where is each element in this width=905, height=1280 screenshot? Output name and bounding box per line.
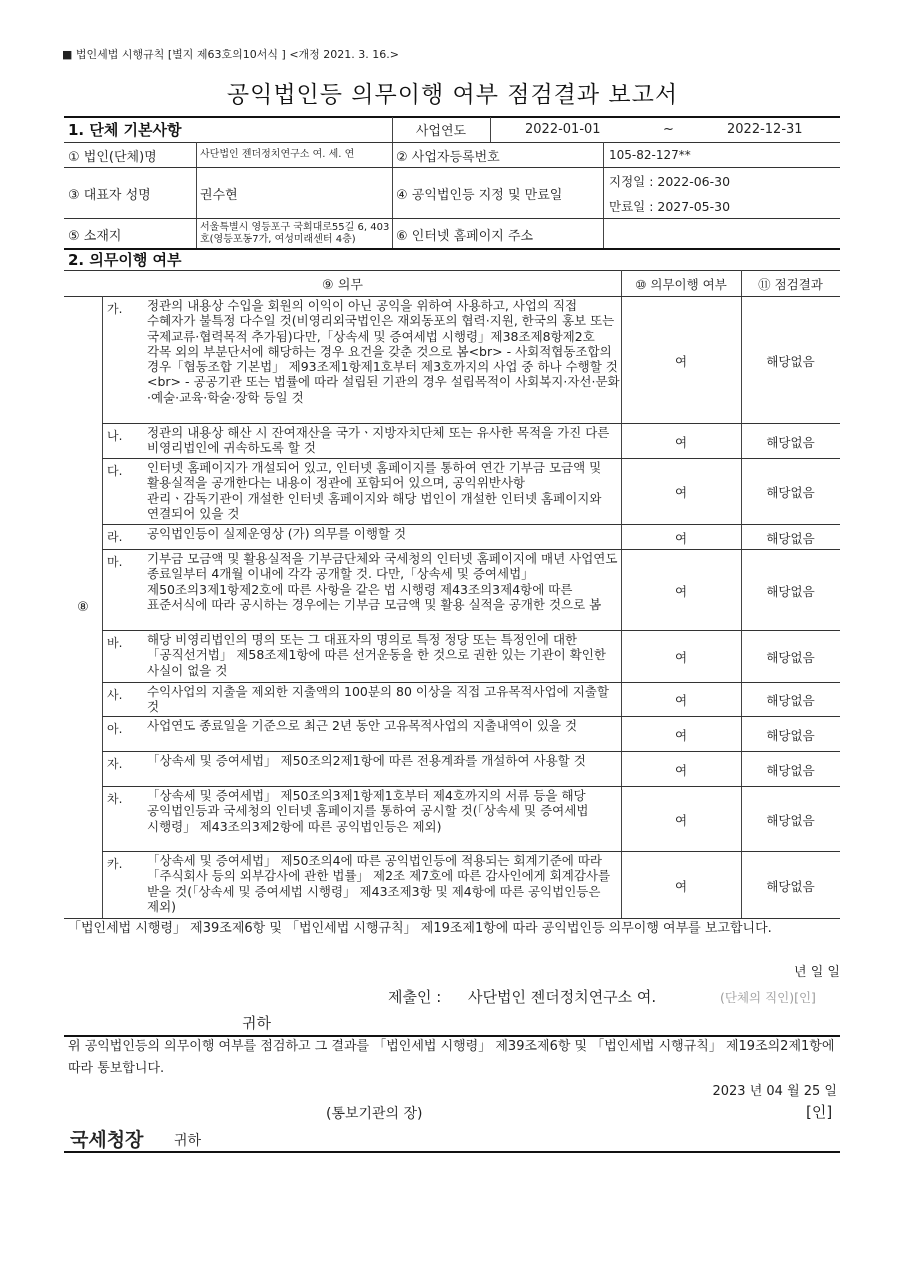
corp-name-value: 사단법인 젠더정치연구소 여. 세. 연 xyxy=(200,149,355,160)
section1-title: 1. 단체 기본사항 xyxy=(68,121,182,139)
duty-row-mark: 아. xyxy=(107,722,123,736)
row-divider xyxy=(102,423,840,424)
duty-row-result: 해당없음 xyxy=(766,812,815,828)
duty-row-result: 해당없음 xyxy=(766,485,815,500)
col-duty-header: ⑨ 의무 xyxy=(322,278,363,293)
duty-row-result: 해당없음 xyxy=(766,762,815,778)
duty-row-perform: 여 xyxy=(674,762,688,778)
duty-row-result: 해당없음 xyxy=(766,583,815,599)
duty-row-perform: 여 xyxy=(674,530,688,546)
duty-row-perform: 여 xyxy=(674,485,688,500)
duty-row-result: 해당없음 xyxy=(766,693,815,708)
homepage-label: ⑥ 인터넷 홈페이지 주소 xyxy=(396,228,534,244)
corp-name-label: ① 법인(단체)명 xyxy=(68,149,157,165)
submitter-name: 사단법인 젠더정치연구소 여. xyxy=(468,988,657,1006)
row-divider xyxy=(102,630,840,631)
duty-row-perform: 여 xyxy=(674,878,688,894)
duty-row-text: 인터넷 홈페이지가 개설되어 있고, 인터넷 홈페이지를 통하여 연간 기부금 모금액 및 활용실적을 공개한다는 내용이 정관에 포함되어 있으며, 공익위반사항 관리ㆍ감독기관이 개설한 인터넷 홈페이지와 해당 법인이 개설한 인터넷 홈페이지와 연결되어 있을 것 xyxy=(147,460,602,521)
row-divider xyxy=(102,524,840,525)
duty-row-mark: 라. xyxy=(107,530,123,544)
duty-row-result: 해당없음 xyxy=(766,353,815,369)
to-suffix: 귀하 xyxy=(242,1014,271,1032)
submitter-label: 제출인 : xyxy=(388,988,442,1006)
row-divider xyxy=(102,716,840,717)
biz-no-value: 105-82-127** xyxy=(609,148,691,162)
address-value: 서울특별시 영등포구 국회대로55길 6, 403호(영등포동7가, 여성미래센터 4층) xyxy=(200,222,390,245)
duty-row-text: 정관의 내용상 해산 시 잔여재산을 국가ㆍ지방자치단체 또는 유사한 목적을 가진 다른 비영리법인에 귀속하도록 할 것 xyxy=(147,425,610,456)
duty-row-text: 수익사업의 지출을 제외한 지출액의 100분의 80 이상을 직접 고유목적사업에 지출할 것 xyxy=(147,684,609,715)
agency-seal-label: (통보기관의 장) xyxy=(326,1106,423,1122)
business-year-tilde: ~ xyxy=(663,122,674,137)
duty-row-text: 「상속세 및 증여세법」 제50조의4에 따른 공익법인등에 적용되는 회계기준에 따라 「주식회사 등의 외부감사에 관한 법률」 제2조 제7호에 따른 감사인에게 회계감사를 받을 것(「상속세 및 증여세법 시행령」 제43조제3항 및 제4항에 따른 공익법인등은 제외) xyxy=(147,853,611,914)
duty-row-perform: 여 xyxy=(674,583,688,599)
duty-group-label: ⑧ xyxy=(77,599,89,615)
row-divider xyxy=(102,682,840,683)
page-title: 공익법인등 의무이행 여부 점검결과 보고서 xyxy=(226,82,679,108)
duty-row-text: 「상속세 및 증여세법」 제50조의2제1항에 따른 전용계좌를 개설하여 사용할 것 xyxy=(147,753,586,768)
duty-row-perform: 여 xyxy=(674,727,688,743)
notice-date: 2023 년 04 월 25 일 xyxy=(712,1084,837,1099)
section2-title: 2. 의무이행 여부 xyxy=(68,251,182,269)
row-divider xyxy=(102,851,840,852)
duty-row-text: 정관의 내용상 수입을 회원의 이익이 아닌 공익을 위하여 사용하고, 사업의 직접 수혜자가 불특정 다수일 것(비영리외국법인은 재외동포의 협력·지원, 한국의 홍보 또는 국제교류·협력목적 추가됨)다만,「상속세 및 증여세법 시행령」제38조제8항제2호 각목 외의 부분단서에 해당하는 경우 요건을 갖춘 것으로 봄<br> - 사회적협동조합의 경우「협동조합 기본법」 제93조제1항제1호부터 제3호까지의 사업 중 하나 수행할 것<br> - 공공기관 또는 법률에 따라 설립된 기관의 경우 설립목적이 사회복지·자선·문화·예술·교육·학술·장학 등일 것 xyxy=(147,298,620,405)
duty-row-perform: 여 xyxy=(674,434,688,450)
duty-row-mark: 바. xyxy=(107,636,123,650)
duty-row-result: 해당없음 xyxy=(766,434,815,450)
form-number: ■ 법인세법 시행규칙 [별지 제63호의10서식 ] <개정 2021. 3. 16.> xyxy=(62,48,399,61)
representative-label: ③ 대표자 성명 xyxy=(68,187,151,203)
seal-mark: [인] xyxy=(806,1103,833,1121)
duty-row-mark: 자. xyxy=(107,757,123,771)
duty-row-result: 해당없음 xyxy=(766,650,815,665)
duty-row-perform: 여 xyxy=(674,353,688,369)
duty-row-mark: 나. xyxy=(107,429,123,443)
expiry-date: 만료일 : 2027-05-30 xyxy=(609,198,731,214)
address-label: ⑤ 소재지 xyxy=(68,228,122,244)
col-result-header: ⑪ 점검결과 xyxy=(758,276,823,292)
duty-row-mark: 사. xyxy=(107,688,123,702)
duty-row-mark: 다. xyxy=(107,464,123,478)
business-year-start: 2022-01-01 xyxy=(525,122,601,137)
recipient-suffix: 귀하 xyxy=(174,1133,202,1149)
report-date-line: 년 일 일 xyxy=(794,965,840,980)
notice-text: 위 공익법인등의 의무이행 여부를 점검하고 그 결과를 「법인세법 시행령」 제39조제6항 및 「법인세법 시행규칙」 제19조의2제1항에 따라 통보합니다. xyxy=(68,1039,835,1076)
duty-row-result: 해당없음 xyxy=(766,530,815,546)
seal-hint: (단체의 직인)[인] xyxy=(720,990,816,1005)
duty-row-text: 해당 비영리법인의 명의 또는 그 대표자의 명의로 특정 정당 또는 특정인에 대한 「공직선거법」 제58조제1항에 따른 선거운동을 한 것으로 권한 있는 기관이 확인한 사실이 없을 것 xyxy=(147,632,606,678)
duty-row-perform: 여 xyxy=(674,812,688,828)
col-perform-header: ⑩ 의무이행 여부 xyxy=(635,276,727,292)
recipient-name: 국세청장 xyxy=(70,1129,144,1151)
duty-row-text: 사업연도 종료일을 기준으로 최근 2년 동안 고유목적사업의 지출내역이 있을 것 xyxy=(147,718,578,733)
report-statement: 「법인세법 시행령」 제39조제6항 및 「법인세법 시행규칙」 제19조제1항에 따라 공익법인등 의무이행 여부를 보고합니다. xyxy=(68,921,772,936)
biz-no-label: ② 사업자등록번호 xyxy=(396,149,500,165)
duty-row-mark: 가. xyxy=(107,302,123,316)
duty-row-text: 공익법인등이 실제운영상 (가) 의무를 이행할 것 xyxy=(147,526,407,541)
duty-row-perform: 여 xyxy=(674,650,688,665)
designation-date: 지정일 : 2022-06-30 xyxy=(609,173,731,189)
duty-row-perform: 여 xyxy=(674,693,688,708)
designation-label: ④ 공익법인등 지정 및 만료일 xyxy=(396,187,563,203)
duty-row-mark: 마. xyxy=(107,555,123,569)
row-divider xyxy=(102,458,840,459)
row-divider xyxy=(102,786,840,787)
row-divider xyxy=(102,549,840,550)
duty-row-mark: 차. xyxy=(107,792,123,806)
row-divider xyxy=(102,751,840,752)
duty-row-mark: 카. xyxy=(107,857,123,871)
duty-row-result: 해당없음 xyxy=(766,727,815,743)
business-year-label: 사업연도 xyxy=(415,124,467,139)
duty-row-text: 기부금 모금액 및 활용실적을 기부금단체와 국세청의 인터넷 홈페이지에 매년 사업연도 종료일부터 4개월 이내에 각각 공개할 것. 다만,「상속세 및 증여세법」제50조의3제1항제2호에 따른 사항을 같은 법 시행령 제43조의3제4항에 따른 표준서식에 따라 공시하는 경우에는 기부금 모금액 및 활용 실적을 공개한 것으로 봄 xyxy=(147,551,618,612)
duty-row-result: 해당없음 xyxy=(766,878,815,894)
business-year-end: 2022-12-31 xyxy=(727,122,803,137)
duty-row-text: 「상속세 및 증여세법」 제50조의3제1항제1호부터 제4호까지의 서류 등을 해당 공익법인등과 국세청의 인터넷 홈페이지를 통하여 공시할 것(「상속세 및 증여세법 시행령」 제43조의3제2항에 따른 공익법인등은 제외) xyxy=(147,788,589,834)
homepage-value xyxy=(609,219,837,249)
representative-name: 권수현 xyxy=(200,187,238,203)
